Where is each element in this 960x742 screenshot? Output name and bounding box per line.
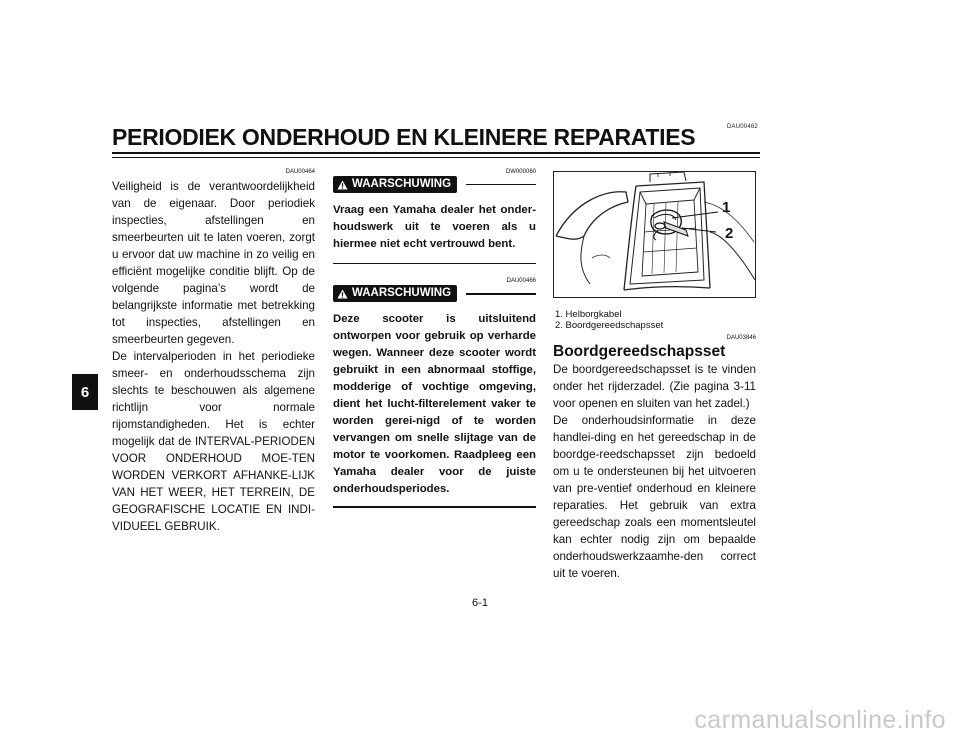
warning-1-badge xyxy=(333,176,457,193)
warning-triangle-icon xyxy=(337,180,348,190)
warning-1-label: WAARSCHUWING xyxy=(352,178,452,190)
warning-2-badge xyxy=(333,285,457,302)
caption-2: 2. Boordgereedschapsset xyxy=(555,320,664,331)
toolkit-code: DAU03846 xyxy=(726,335,756,341)
warning-2-header-line xyxy=(466,293,536,294)
title-rule-thick xyxy=(112,152,760,154)
safety-paragraph: Veiligheid is de verantwoordelijkheid van de eigenaar. Door periodiek inspecties, afstellingen en smeerbeurten uit te laten voeren, zorgt u ervoor dat uw machine in zo veilig en efficiënt mogelijke conditie blijft. Op de volgende pagina’s wordt de belangrijkste informatie met betrekking tot inspecties, afstellingen en smeerbeurten gegeven. xyxy=(112,180,315,346)
callout-2: 2 xyxy=(725,225,734,242)
left-column xyxy=(112,168,315,535)
toolkit-section xyxy=(553,334,756,582)
warning-2-code: DAU00466 xyxy=(506,278,536,285)
watermark: carmanualsonline.info xyxy=(694,706,946,734)
warning-1-header xyxy=(333,176,536,193)
interval-paragraph: De intervalperioden in het periodieke smeer- en onderhoudsschema zijn slechts te beschouwen als algemene richtlijn voor normale rijomstandigheden. Het is echter mogelijk dat de INTERVAL-PERIODEN VOOR ONDERHOUD MOE-TEN WORDEN VERKORT AFHANKE-LIJK VAN HET WEER, HET TERREIN, DE GEOGRAFISCHE LOCATIE EN INDI-VIDUEEL GEBRUIK. xyxy=(112,350,315,533)
callout-1: 1 xyxy=(722,199,731,216)
figure-captions xyxy=(555,309,663,331)
chapter-tab: 6 xyxy=(72,374,98,410)
warning-2-header xyxy=(333,285,536,302)
warning-2-label: WAARSCHUWING xyxy=(352,287,452,300)
caption-1: 1. Helborgkabel xyxy=(555,309,622,320)
warning-1-header-line xyxy=(466,184,536,185)
warning-2-divider xyxy=(333,506,536,507)
warning-1-divider xyxy=(333,263,536,264)
toolkit-figure xyxy=(553,171,756,298)
page-title: PERIODIEK ONDERHOUD EN KLEINERE REPARATIES xyxy=(112,124,696,150)
toolkit-paragraph-1: De boordgereedschapsset is te vinden onder het rijderzadel. (Zie pagina 3-11 voor openen en sluiten van het zadel.) xyxy=(553,363,756,410)
warning-1-code: DW000060 xyxy=(505,169,536,175)
left-column-code: DAU00464 xyxy=(285,169,315,175)
section-code: DAU00462 xyxy=(727,124,758,130)
warning-1-text: Vraag een Yamaha dealer het onder-houdswerk uit te voeren als u hiermee niet echt vertrouwd bent. xyxy=(333,204,536,250)
toolkit-heading: Boordgereedschapsset xyxy=(553,343,726,360)
page-number: 6-1 xyxy=(472,597,488,609)
toolkit-paragraph-2: De onderhoudsinformatie in deze handlei-ding en het gereedschap in de boordge-reedschapsset zijn bedoeld om u te ondersteunen bij het uitvoeren van pre-ventief onderhoud en kleinere reparaties. Het gebruik van extra gereedschap zoals een momentsleutel kan echter nodig zijn om bepaalde onderhoudswerkzaamhe-den correct uit te voeren. xyxy=(553,414,756,580)
warning-triangle-icon xyxy=(337,289,348,299)
warning-2-text: Deze scooter is uitsluitend ontworpen voor gebruik op verharde wegen. Wanneer deze scooter wordt gebruikt in een abnormaal stoffige, modderige of vochtige omgeving, dient het lucht-filterelement vaker te worden gerei-nigd of te worden vervangen om snelle slijtage van de motor te voorkomen. Raadpleeg een Yamaha dealer voor de juiste onderhoudsperiodes. xyxy=(333,313,536,496)
warnings-column xyxy=(333,168,536,508)
title-rule-thin xyxy=(112,157,760,158)
